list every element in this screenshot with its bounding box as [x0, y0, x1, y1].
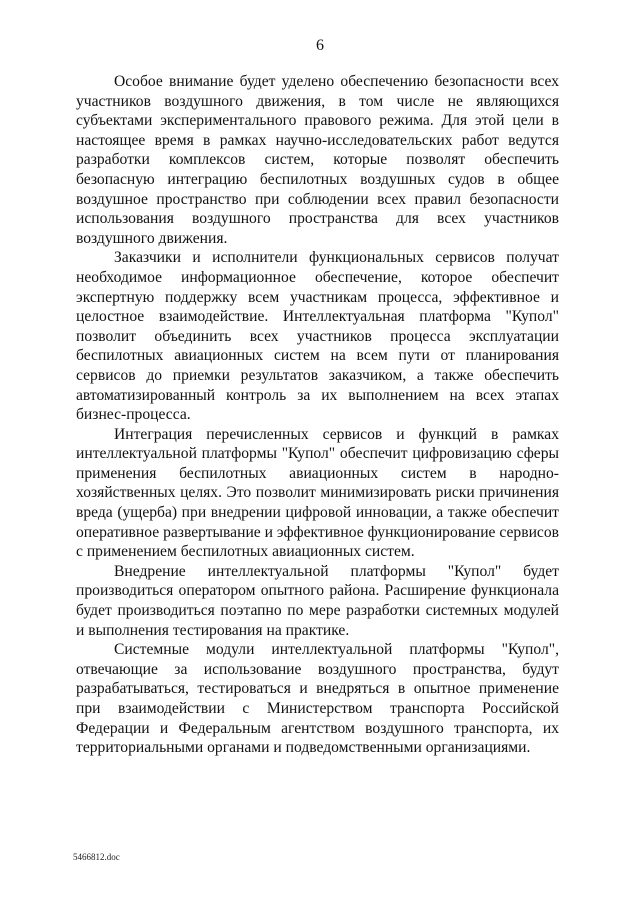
- page-number: 6: [316, 37, 324, 54]
- paragraph-implementation: Внедрение интеллектуальной платформы "Купол" будет производиться оператором опытного района. Расширение функционала будет производиться поэтапно по мере разработки системных модулей и выполнения тестирования на практике.: [76, 562, 559, 639]
- paragraph-safety: Особое внимание будет уделено обеспечению безопасности всех участников воздушного движения, в том числе не являющихся субъектами экспериментального правового режима. Для этой цели в настоящее время в рамках научно-исследовательских работ ведутся разработки комплексов систем, которые позволят обеспечить безопасную интеграцию беспилотных воздушных судов в общее воздушное пространство при соблюдении всех правил безопасности использования воздушного пространства для всех участников воздушного движения.: [76, 73, 559, 247]
- document-body: [76, 72, 559, 758]
- footer-filename: 5466812.doc: [73, 852, 120, 862]
- paragraph-system-modules: Системные модули интеллектуальной платформы "Купол", отвечающие за использование воздушного пространства, будут разрабатываться, тестироваться и внедряться в опытное применение при взаимодействии с Министерством транспорта Российской Федерации и Федеральным агентством воздушного транспорта, их территориальными органами и подведомственными организациями.: [76, 641, 559, 757]
- paragraph-customers: Заказчики и исполнители функциональных сервисов получат необходимое информационное обеспечение, которое обеспечит экспертную поддержку всем участникам процесса, эффективное и целостное взаимодействие. Интеллектуальная платформа "Купол" позволит объединить всех участников процесса эксплуатации беспилотных авиационных систем на всем пути от планирования сервисов до приемки результатов заказчиком, а также обеспечить автоматизированный контроль за их выполнением на всех этапах бизнес-процесса.: [76, 249, 559, 424]
- paragraph-integration: Интеграция перечисленных сервисов и функций в рамках интеллектуальной платформы "Купол" обеспечит цифровизацию сферы применения беспилотных авиационных систем в народно-хозяйственных целях. Это позволит минимизировать риски причинения вреда (ущерба) при внедрении цифровой инновации, а также обеспечит оперативное развертывание и эффективное функционирование сервисов с применением беспилотных авиационных систем.: [76, 425, 559, 561]
